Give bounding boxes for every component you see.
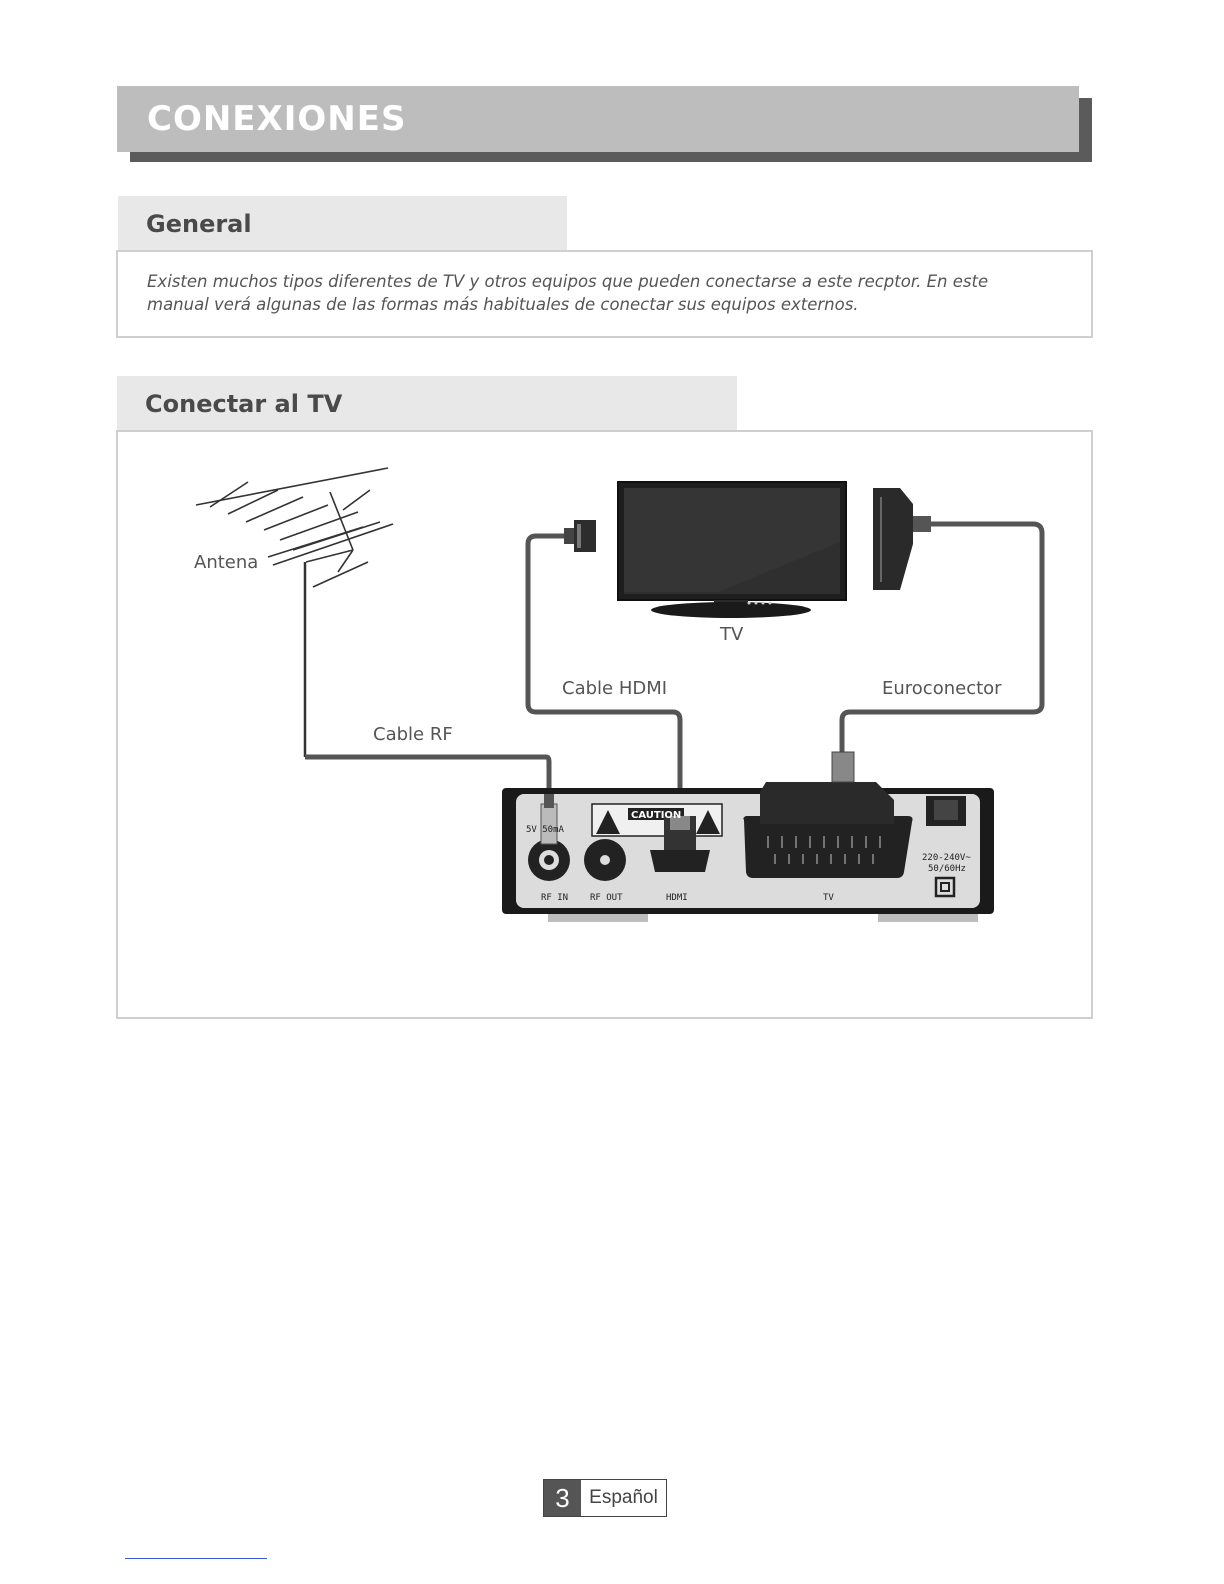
tv-icon bbox=[618, 482, 846, 618]
footer-rule bbox=[125, 1558, 267, 1559]
page-number: 3 bbox=[544, 1480, 581, 1516]
page-title: CONEXIONES bbox=[147, 99, 407, 139]
language-label: Español bbox=[589, 1487, 658, 1508]
port-hdmi-label: HDMI bbox=[666, 893, 688, 903]
page-footer bbox=[543, 1479, 667, 1517]
connect-heading: Conectar al TV bbox=[145, 389, 343, 418]
scart-cable bbox=[842, 524, 1042, 752]
scart-plug-icon bbox=[873, 488, 931, 590]
general-section-tab bbox=[118, 196, 567, 251]
rf-cable-label: Cable RF bbox=[373, 724, 453, 745]
mains-frequency-label: 50/60Hz bbox=[928, 864, 966, 874]
caution-label: CAUTION bbox=[631, 810, 682, 821]
receiver-panel-icon bbox=[502, 752, 994, 922]
mains-voltage-label: 220-240V~ bbox=[922, 853, 971, 863]
port-rf-in-label: RF IN bbox=[541, 893, 569, 903]
port-rf-out-label: RF OUT bbox=[590, 893, 623, 903]
general-body-text: Existen muchos tipos diferentes de TV y otros equipos que pueden conectarse a este recptor. En este manual verá algunas de las formas más habituales de conectar sus equipos externos. bbox=[147, 272, 989, 314]
general-heading: General bbox=[146, 209, 252, 238]
rf-cable bbox=[305, 757, 549, 792]
power-rating-label: 5V 50mA bbox=[526, 825, 564, 835]
connect-section-tab bbox=[117, 376, 737, 431]
scart-cable-label: Euroconector bbox=[882, 678, 1002, 699]
antenna-icon bbox=[196, 468, 393, 757]
port-tv-label: TV bbox=[823, 893, 834, 903]
hdmi-cable-label: Cable HDMI bbox=[562, 678, 668, 699]
title-bar bbox=[117, 86, 1079, 152]
antenna-label: Antena bbox=[194, 552, 259, 573]
tv-label: TV bbox=[720, 624, 744, 645]
connection-diagram bbox=[118, 432, 1091, 1017]
hdmi-plug-icon bbox=[564, 520, 596, 552]
